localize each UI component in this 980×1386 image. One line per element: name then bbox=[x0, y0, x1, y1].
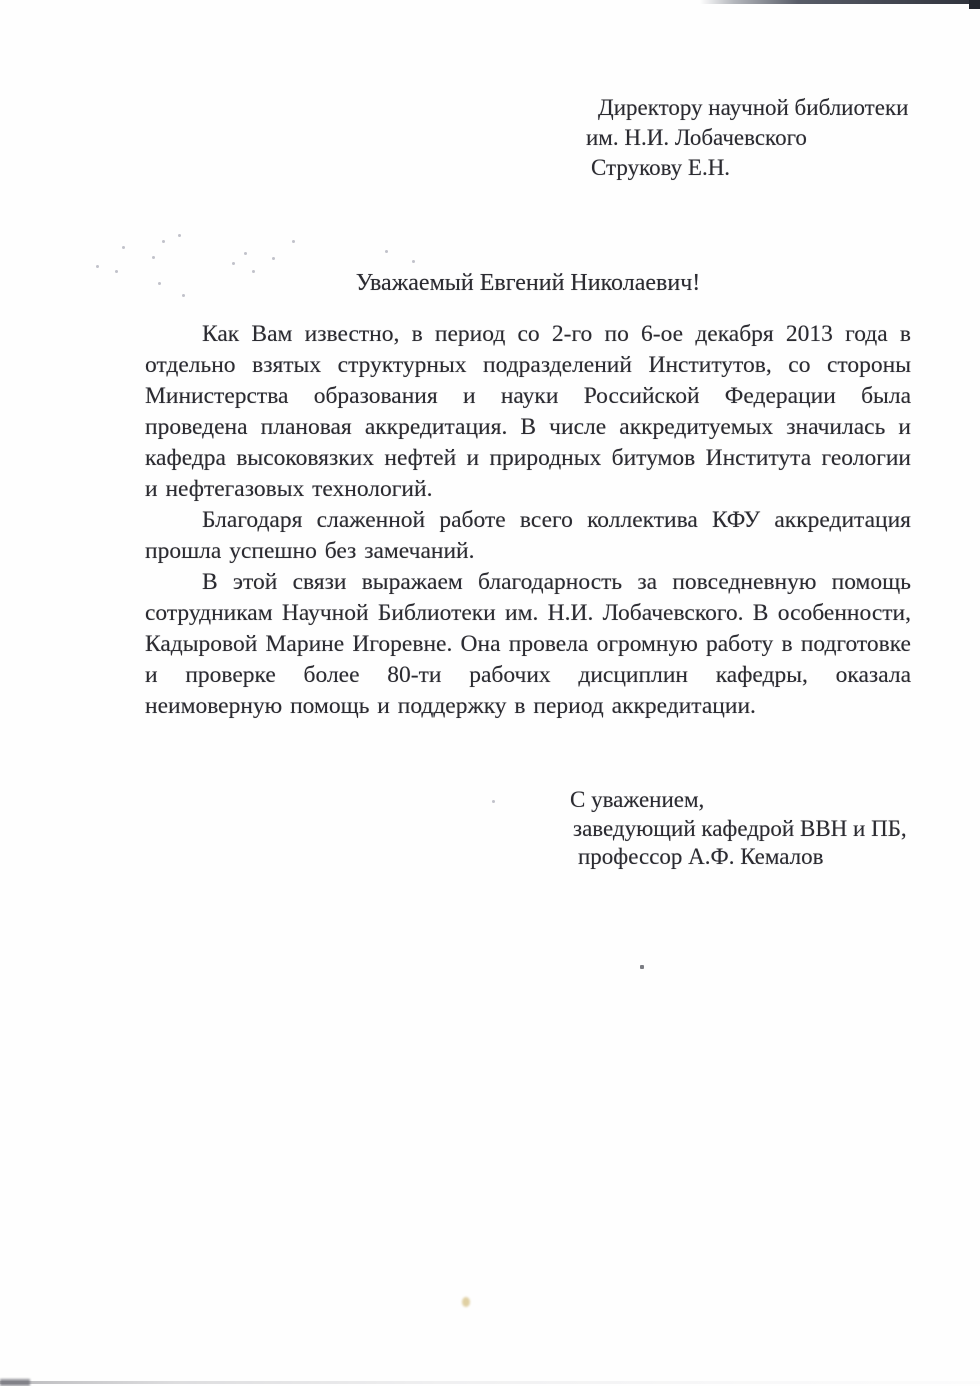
dust-speck bbox=[115, 270, 118, 273]
body-paragraph: Как Вам известно, в период со 2-го по 6-ое декабря 2013 года в отдельно взятых структурных подразделений Институтов, со стороны Министерства образования и науки Российской Федерации была проведена плановая аккредитация. В числе аккредитуемых значилась и кафедра высоковязких нефтей и природных битумов Института геологии и нефтегазовых технологий. bbox=[145, 321, 911, 502]
dust-speck bbox=[244, 252, 247, 255]
dust-speck bbox=[492, 800, 495, 803]
dust-speck bbox=[122, 246, 125, 249]
dust-speck bbox=[412, 260, 415, 263]
signature-line: заведующий кафедрой ВВН и ПБ, bbox=[573, 815, 907, 841]
body-paragraph: В этой связи выражаем благодарность за повседневную помощь сотрудникам Научной Библиотеки им. Н.И. Лобачевского. В особенности, Кадыровой Марине Игоревне. Она провела огромную работу в подготовке и проверке более 80-ти рабочих дисциплин кафедры, оказала неимоверную помощь и поддержку в период аккредитации. bbox=[145, 569, 911, 719]
dust-speck bbox=[232, 262, 235, 265]
salutation: Уважаемый Евгений Николаевич! bbox=[355, 270, 701, 296]
scan-artifact-top-right-corner bbox=[969, 0, 980, 9]
dust-speck bbox=[385, 250, 388, 253]
signature-line: профессор А.Ф. Кемалов bbox=[578, 844, 824, 869]
addressee-line: Директору научной библиотеки bbox=[598, 95, 909, 120]
signature-block bbox=[570, 786, 907, 872]
dust-speck bbox=[272, 257, 275, 260]
dust-speck bbox=[462, 1297, 470, 1307]
scan-artifact-top-edge bbox=[700, 0, 980, 4]
signature-line: С уважением, bbox=[570, 787, 705, 812]
addressee-block bbox=[586, 93, 908, 183]
dust-speck bbox=[152, 256, 155, 259]
dust-speck bbox=[162, 240, 165, 243]
dust-speck bbox=[96, 265, 99, 268]
dust-speck bbox=[178, 234, 181, 237]
addressee-line: им. Н.И. Лобачевского bbox=[586, 125, 807, 150]
addressee-line: Струкову Е.Н. bbox=[591, 155, 731, 180]
scan-artifact-bottom-edge bbox=[0, 1381, 980, 1384]
scan-artifact-bottom-left-blob bbox=[0, 1379, 30, 1386]
dust-speck bbox=[292, 240, 295, 243]
body-paragraph: Благодаря слаженной работе всего коллектива КФУ аккредитация прошла успешно без замечаний. bbox=[145, 507, 911, 564]
dust-speck bbox=[640, 965, 644, 969]
letter-body bbox=[145, 319, 911, 722]
